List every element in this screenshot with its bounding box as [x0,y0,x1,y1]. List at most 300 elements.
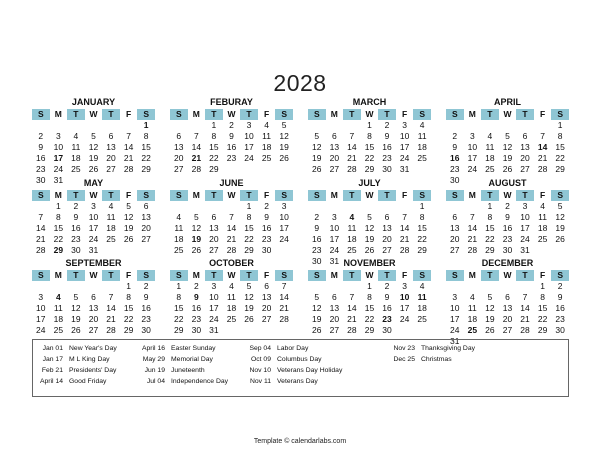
day-cell: 28 [347,325,357,335]
day-cell: 22 [555,153,565,163]
day-cell: 1 [176,281,182,291]
day-cell: 5 [367,212,372,222]
weekday-header: T [343,190,361,201]
day-cell: 11 [538,212,547,222]
holiday-date: Nov 11 [249,378,271,385]
day-cell: 7 [402,212,407,222]
day-cell: 31 [209,325,219,335]
day-cell: 23 [312,245,322,255]
day-cell: 23 [450,164,460,174]
day-cell: 3 [402,120,407,130]
weekday-header: T [481,270,499,281]
day-cell: 27 [141,234,151,244]
day-cell: 23 [36,164,46,174]
day-cell: 4 [419,120,425,130]
weekday-header-row [32,109,155,120]
day-cell: 1 [143,120,149,130]
day-cell: 7 [349,131,355,141]
day-cell: 11 [71,142,81,152]
day-cell: 13 [106,142,116,152]
day-cell: 30 [382,164,392,174]
day-cell: 5 [73,292,79,302]
week-row [308,223,431,234]
day-cell: 15 [364,303,375,313]
week-row [170,292,293,303]
day-cell: 11 [485,142,495,152]
day-cell: 27 [261,314,272,324]
day-cell: 14 [520,303,530,313]
day-cell: 24 [53,164,64,174]
holiday-entry [129,376,228,387]
day-cell: 15 [209,142,219,152]
day-cell: 5 [314,292,320,302]
weekday-header: T [378,109,396,120]
day-cell: 31 [329,256,340,266]
empty-day-cell [343,120,361,131]
day-cell: 30 [71,245,81,255]
day-cell: 10 [399,292,410,302]
day-cell: 20 [261,303,272,313]
weekday-header-row [446,270,569,281]
day-cell: 25 [261,153,272,163]
week-row [32,131,155,142]
weekday-header: T [516,109,534,120]
week-row [308,131,431,142]
month-october [170,258,293,336]
empty-day-cell [170,201,188,212]
day-cell: 30 [191,325,202,335]
day-cell: 31 [520,245,530,255]
week-row [308,314,431,325]
day-cell: 4 [55,292,61,302]
day-cell: 3 [331,212,337,222]
day-cell: 22 [364,314,375,324]
weekday-header: S [170,270,188,281]
week-row [308,142,431,153]
footer-credit: Template © calendarlabs.com [253,438,347,445]
day-cell: 20 [502,314,513,324]
month-august [446,178,569,256]
empty-day-cell [308,201,326,212]
empty-day-cell [446,281,464,292]
day-cell: 19 [555,223,565,233]
day-cell: 5 [314,131,320,141]
week-row [170,314,293,325]
day-cell: 29 [537,325,548,335]
day-cell: 10 [53,142,64,152]
day-cell: 22 [123,314,134,324]
empty-day-cell [464,201,482,212]
holiday-column [129,343,228,387]
weekday-header: S [551,109,569,120]
day-cell: 22 [141,153,151,163]
weekday-header: S [551,190,569,201]
day-cell: 19 [364,234,375,244]
weekday-header: S [446,270,464,281]
weekday-header: M [326,109,344,120]
weekday-header: T [240,190,258,201]
holiday-entry [33,354,117,365]
week-row [446,142,569,153]
holiday-name: New Year's Day [69,345,117,352]
day-cell: 9 [314,223,320,233]
day-cell: 14 [537,142,548,152]
day-cell: 15 [537,303,548,313]
weekday-header: M [188,270,206,281]
empty-day-cell [534,120,552,131]
day-cell: 3 [55,131,61,141]
month-december [446,258,569,347]
day-cell: 26 [502,164,513,174]
day-cell: 28 [123,164,134,174]
week-row [308,245,431,256]
day-cell: 1 [211,120,217,130]
empty-day-cell [464,120,482,131]
day-cell: 17 [399,303,410,313]
day-cell: 24 [329,245,340,255]
holiday-name: Columbus Day [277,356,322,363]
day-cell: 22 [485,234,495,244]
empty-day-cell [32,201,50,212]
weekday-header: T [516,190,534,201]
day-cell: 17 [36,314,46,324]
holiday-name: Memorial Day [171,356,213,363]
day-cell: 19 [71,314,81,324]
week-row [32,120,155,131]
weekday-header: F [120,270,138,281]
day-cell: 5 [193,212,199,222]
day-cell: 28 [226,245,237,255]
day-cell: 1 [246,201,252,211]
day-cell: 17 [88,223,99,233]
day-cell: 19 [279,142,289,152]
day-cell: 21 [191,153,202,163]
weekday-header: T [205,270,223,281]
day-cell: 21 [537,153,548,163]
weekday-header: T [205,190,223,201]
day-cell: 18 [467,314,478,324]
weekday-header: T [67,109,85,120]
empty-day-cell [413,164,431,175]
day-cell: 4 [540,201,545,211]
empty-day-cell [326,201,344,212]
day-cell: 23 [502,234,513,244]
day-cell: 20 [141,223,151,233]
weekday-header: S [137,190,155,201]
weekday-header: T [516,270,534,281]
holiday-date: Jul 04 [146,378,165,385]
week-row [308,325,431,336]
empty-day-cell [396,325,414,336]
holiday-name: M L King Day [69,356,110,363]
empty-day-cell [308,120,326,131]
day-cell: 5 [246,281,252,291]
holiday-entry [241,343,342,354]
day-cell: 18 [485,153,495,163]
week-row [32,212,155,223]
day-cell: 18 [417,303,427,313]
day-cell: 21 [347,314,357,324]
week-row [446,314,569,325]
weekday-header: F [396,109,414,120]
day-cell: 20 [329,314,340,324]
day-cell: 12 [71,303,81,313]
holiday-entry [385,343,475,354]
week-row [170,131,293,142]
empty-day-cell [102,281,120,292]
weekday-header: S [446,109,464,120]
weekday-header: T [240,270,258,281]
day-cell: 11 [106,212,116,222]
day-cell: 25 [71,164,81,174]
day-cell: 17 [520,223,530,233]
weekday-header: S [413,190,431,201]
day-cell: 17 [329,234,340,244]
empty-day-cell [499,120,517,131]
day-cell: 4 [487,131,493,141]
holiday-date: April 14 [39,378,63,385]
day-cell: 25 [485,164,495,174]
weekday-header: T [481,190,499,201]
day-cell: 16 [141,303,151,313]
day-cell: 19 [244,303,254,313]
day-cell: 4 [349,212,355,222]
weekday-header: M [188,109,206,120]
weekday-header: M [188,190,206,201]
day-cell: 22 [53,234,64,244]
empty-day-cell [67,281,85,292]
day-cell: 24 [88,234,99,244]
weekday-header: T [343,109,361,120]
empty-day-cell [240,164,258,175]
day-cell: 8 [557,131,563,141]
weekday-header: F [120,190,138,201]
day-cell: 13 [382,223,392,233]
week-row [32,164,155,175]
weekday-header: F [258,270,276,281]
day-cell: 6 [211,212,217,222]
day-cell: 18 [347,234,357,244]
day-cell: 23 [191,314,202,324]
day-cell: 15 [485,223,495,233]
week-row [170,212,293,223]
weekday-header: W [223,109,241,120]
day-cell: 6 [522,131,528,141]
day-cell: 4 [73,131,79,141]
day-cell: 3 [246,120,252,130]
day-cell: 2 [452,131,458,141]
day-cell: 18 [106,223,116,233]
weekday-header-row [308,190,431,201]
day-cell: 13 [209,223,219,233]
empty-day-cell [343,201,361,212]
holiday-name: Christmas [421,356,452,363]
day-cell: 20 [209,234,219,244]
weekday-header-row [308,109,431,120]
day-cell: 20 [450,234,460,244]
empty-day-cell [396,201,414,212]
day-cell: 24 [244,153,254,163]
day-cell: 1 [487,201,493,211]
day-cell: 25 [417,314,427,324]
day-cell: 14 [106,303,116,313]
weekday-header: W [499,190,517,201]
day-cell: 29 [174,325,184,335]
day-cell: 9 [505,212,510,222]
month-january [32,97,155,186]
holiday-date: Nov 23 [393,345,415,352]
empty-day-cell [499,281,517,292]
empty-day-cell [308,281,326,292]
day-cell: 11 [467,303,477,313]
holiday-entry [241,354,342,365]
empty-day-cell [32,120,50,131]
weekday-header: T [378,270,396,281]
day-cell: 21 [279,303,289,313]
weekday-header: T [102,190,120,201]
day-cell: 13 [174,142,184,152]
day-cell: 6 [143,201,149,211]
holiday-entry [129,354,228,365]
day-cell: 16 [450,153,460,163]
day-cell: 27 [502,325,513,335]
day-cell: 22 [244,234,254,244]
day-cell: 19 [312,314,322,324]
day-cell: 3 [452,292,458,302]
week-row [308,201,431,212]
day-cell: 12 [364,223,375,233]
day-cell: 23 [226,153,237,163]
day-cell: 12 [485,303,495,313]
day-cell: 9 [229,131,234,141]
day-cell: 20 [329,153,340,163]
week-row [170,303,293,314]
day-cell: 3 [402,281,407,291]
day-cell: 13 [520,142,530,152]
holiday-name: Easter Sunday [171,345,216,352]
holiday-date: May 29 [142,356,165,363]
weekday-header-row [446,190,569,201]
weekday-header: W [361,109,379,120]
weekday-header: S [275,109,293,120]
empty-day-cell [67,120,85,131]
month-name: FEBURAY [210,97,253,107]
day-cell: 2 [143,281,149,291]
weekday-header: S [446,190,464,201]
week-row [308,292,431,303]
day-cell: 27 [382,245,392,255]
day-cell: 11 [174,223,184,233]
empty-day-cell [50,281,68,292]
holiday-name: Veterans Day Holiday [277,367,343,374]
day-cell: 17 [450,314,460,324]
day-cell: 8 [55,212,61,222]
week-row [170,223,293,234]
weekday-header: M [464,190,482,201]
empty-day-cell [188,201,206,212]
empty-day-cell [258,325,276,336]
day-cell: 27 [329,164,340,174]
day-cell: 29 [123,325,134,335]
month-name: AUGUST [488,178,527,188]
month-name: MARCH [352,97,387,107]
week-row [446,234,569,245]
day-cell: 14 [347,303,357,313]
week-row [446,120,569,131]
week-row [32,201,155,212]
day-cell: 6 [264,281,269,291]
month-name: JUNE [219,178,244,188]
day-cell: 30 [261,245,272,255]
day-cell: 10 [244,131,254,141]
weekday-header-row [32,190,155,201]
day-cell: 3 [522,201,528,211]
day-cell: 30 [502,245,513,255]
day-cell: 31 [88,245,99,255]
weekday-header: F [534,270,552,281]
day-cell: 2 [505,201,510,211]
day-cell: 10 [88,212,99,222]
month-september [32,258,155,336]
day-cell: 14 [36,223,46,233]
day-cell: 24 [399,314,410,324]
week-row [446,303,569,314]
empty-day-cell [32,281,50,292]
holiday-entry [241,365,342,376]
day-cell: 28 [106,325,116,335]
empty-day-cell [102,120,120,131]
day-cell: 8 [143,131,149,141]
day-cell: 14 [399,223,410,233]
week-row [308,164,431,175]
day-cell: 11 [417,292,427,302]
day-cell: 22 [537,314,548,324]
day-cell: 16 [502,223,513,233]
day-cell: 18 [417,142,427,152]
day-cell: 8 [487,212,493,222]
day-cell: 15 [417,223,427,233]
weekday-header: T [102,109,120,120]
day-cell: 1 [557,120,563,130]
week-row [170,245,293,256]
empty-day-cell [326,281,344,292]
day-cell: 3 [469,131,475,141]
month-name: SEPTEMBER [65,258,122,268]
day-cell: 23 [382,153,392,163]
empty-day-cell [516,281,534,292]
month-name: JULY [358,178,381,188]
day-cell: 25 [467,325,478,335]
day-cell: 18 [174,234,184,244]
day-cell: 11 [347,223,357,233]
day-cell: 7 [229,212,234,222]
day-cell: 26 [364,245,375,255]
day-cell: 18 [537,223,548,233]
day-cell: 6 [384,212,390,222]
month-may [32,178,155,256]
week-row [32,281,155,292]
day-cell: 25 [347,245,357,255]
day-cell: 20 [520,153,530,163]
day-cell: 1 [126,281,131,291]
day-cell: 5 [91,131,96,141]
weekday-header: W [85,190,103,201]
day-cell: 23 [555,314,565,324]
week-row [32,245,155,256]
day-cell: 1 [367,281,372,291]
day-cell: 23 [382,314,392,324]
empty-day-cell [378,201,396,212]
